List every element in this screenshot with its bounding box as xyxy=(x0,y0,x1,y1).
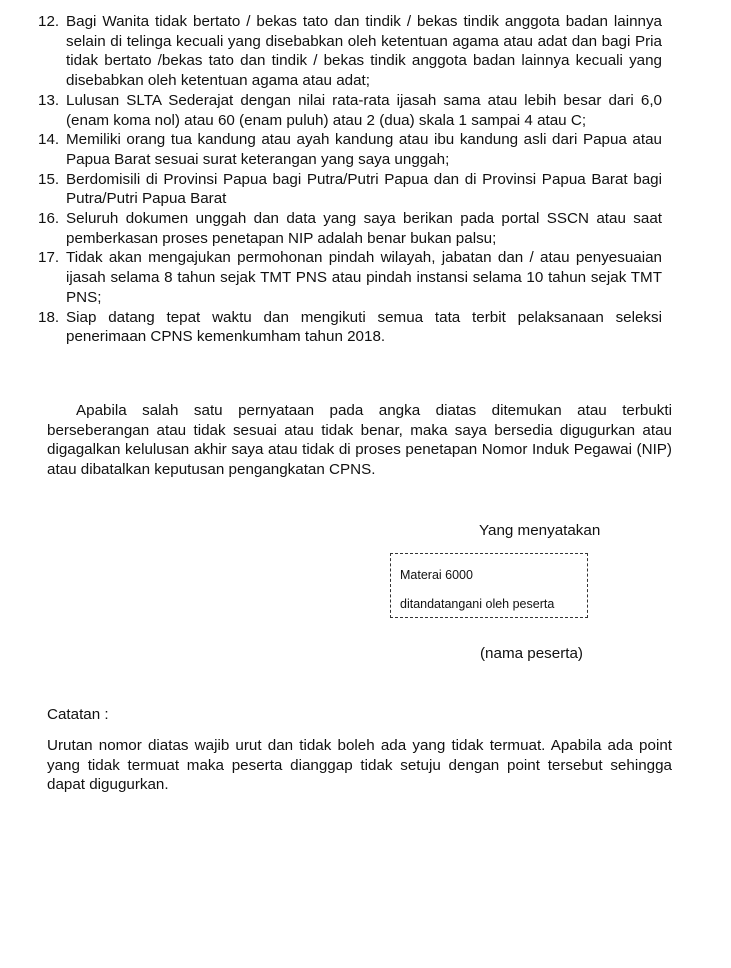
item-number: 12. xyxy=(38,13,60,30)
item-text: Lulusan SLTA Sederajat dengan nilai rata-rata ijasah sama atau lebih besar dari 6,0 (enam koma nol) atau 60 (enam puluh) atau 2 (dua) skala 1 sampai 4 atau C; xyxy=(66,91,662,129)
item-number: 18. xyxy=(38,308,60,326)
list-item xyxy=(38,170,662,209)
item-text: Bagi Wanita tidak bertato / bekas tato dan tindik / bekas tindik anggota badan lainnya selain di telinga kecuali yang disebabkan oleh ketentuan agama atau adat dan bagi Pria tidak bertato /bekas tato dan tindik / bekas tindik anggota badan lainnya kecuali yang disebabkan oleh ketentuan agama atau adat; xyxy=(66,13,662,90)
list-item xyxy=(38,209,662,248)
signer-name: (nama peserta) xyxy=(480,645,583,662)
item-number: 14. xyxy=(38,131,60,149)
item-text: Memiliki orang tua kandung atau ayah kandung atau ibu kandung asli dari Papua atau Papua Barat sesuai surat keterangan yang saya unggah; xyxy=(66,131,662,168)
list-item xyxy=(38,130,662,169)
note-body: Urutan nomor diatas wajib urut dan tidak boleh ada yang tidak termuat. Apabila ada point yang tidak termuat maka peserta dianggap tidak setuju dengan point tersebut sehingga dapat digugurkan. xyxy=(47,737,672,794)
item-number: 17. xyxy=(38,249,60,267)
item-text: Seluruh dokumen unggah dan data yang saya berikan pada portal SSCN atau saat pemberkasan proses penetapan NIP adalah benar bukan palsu; xyxy=(66,210,662,247)
statement-paragraph: Apabila salah satu pernyataan pada angka diatas ditemukan atau terbukti berseberangan atau tidak sesuai atau tidak benar, maka saya bersedia digugurkan atau digagalkan kelulusan akhir saya atau tidak di proses penetapan Nomor Induk Pegawai (NIP) atau dibatalkan keputusan pengangkatan CPNS. xyxy=(47,402,672,479)
item-text: Berdomisili di Provinsi Papua bagi Putra/Putri Papua dan di Provinsi Papua Barat bagi Putra/Putri Papua Barat xyxy=(66,170,662,208)
list-item xyxy=(38,308,662,347)
stamp-signature-box xyxy=(390,553,588,618)
item-number: 13. xyxy=(38,91,60,109)
signature-title: Yang menyatakan xyxy=(479,522,601,539)
note-title: Catatan : xyxy=(47,706,109,723)
item-number: 16. xyxy=(38,210,60,228)
stamp-label: Materai 6000 xyxy=(400,568,473,582)
list-item xyxy=(38,12,662,91)
requirements-list xyxy=(38,12,662,347)
list-item xyxy=(38,248,662,307)
item-text: Siap datang tepat waktu dan mengikuti semua tata terbit pelaksanaan seleksi penerimaan CPNS kemenkumham tahun 2018. xyxy=(66,308,662,346)
item-number: 15. xyxy=(38,170,60,188)
item-text: Tidak akan mengajukan permohonan pindah wilayah, jabatan dan / atau penyesuaian ijasah selama 8 tahun sejak TMT PNS atau pindah instansi selama 10 tahun sejak TMT PNS; xyxy=(66,249,662,306)
list-item xyxy=(38,91,662,130)
signature-instruction: ditandatangani oleh peserta xyxy=(400,597,555,611)
